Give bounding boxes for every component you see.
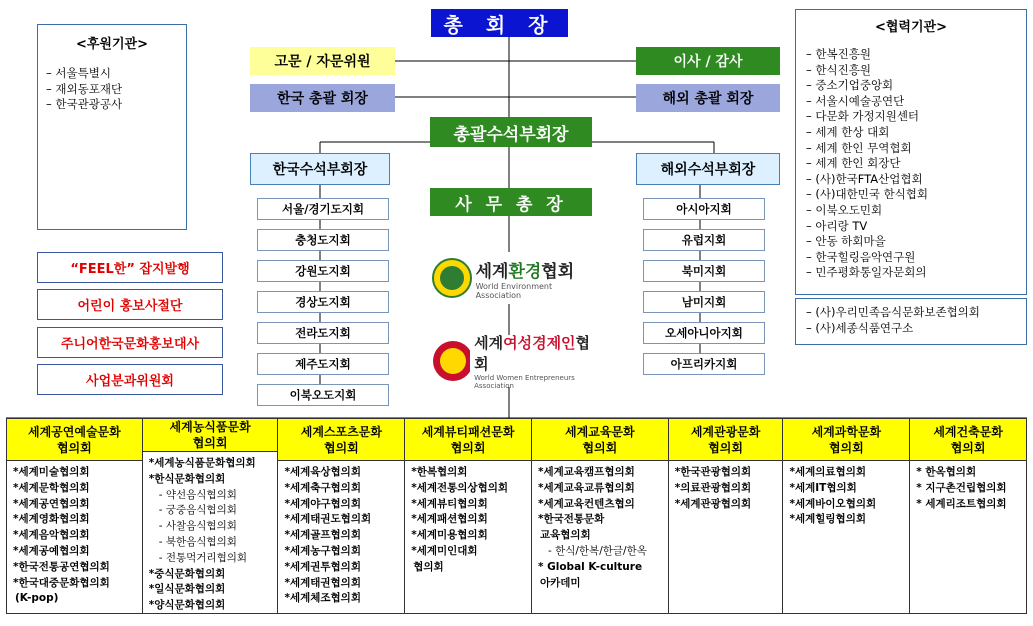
overseas-branch-box: [643, 353, 765, 375]
department-title: 협의회: [450, 440, 486, 455]
department-column: [532, 419, 669, 613]
partner-item: – (사)대한민국 한식협회: [806, 187, 1026, 203]
overseas-chair-label: 해외 총괄 회장: [662, 91, 754, 107]
sponsor-panel: [37, 24, 187, 230]
department-item: *세계농식품문화협의회: [148, 457, 256, 469]
department-item: - 전통먹거리협의회: [158, 551, 248, 564]
overseas-branch-box: [643, 291, 765, 313]
sponsor-item: – 한국관광공사: [46, 97, 186, 113]
department-item: *세계축구협의회: [284, 481, 361, 494]
logo2-word-b: 여성경제인: [503, 334, 576, 352]
partner-item: – 안동 하회마을: [806, 234, 1026, 250]
department-item: *세계농구협의회: [284, 544, 361, 557]
department-item: - 궁중음식협의회: [158, 504, 237, 517]
partner-extra-list: [806, 305, 1026, 336]
korea-branch-label: 경상도지회: [295, 295, 351, 309]
department-title: 협의회: [582, 440, 618, 455]
partner-item: – 다문화 가정지원센터: [806, 109, 1026, 125]
department-item: *세계미술협의회: [13, 466, 90, 478]
department-column: [910, 419, 1026, 613]
department-item: *한국전통공연협의회: [13, 560, 110, 573]
department-item: *세계뷰티협의회: [411, 497, 488, 510]
department-header: [7, 419, 143, 461]
department-item: *한식문화협의회: [148, 472, 226, 485]
partner-item: – 세계 한상 대회: [806, 125, 1026, 141]
department-title: 세계관광문화: [690, 424, 761, 439]
department-item: - 한식/한복/한글/한옥: [547, 544, 647, 557]
sponsor-list: [46, 66, 186, 113]
department-item: *세계IT협의회: [789, 481, 857, 494]
department-column: [783, 419, 910, 613]
korea-branch-label: 제주도지회: [295, 357, 351, 371]
department-list: [405, 461, 532, 613]
department-title: 협의회: [708, 440, 743, 455]
partner-item: – 서울시예술공연단: [806, 94, 1026, 110]
department-item: *세계미인대회: [411, 544, 478, 557]
partner-item: – (사)한국FTA산업협회: [806, 172, 1026, 188]
sponsor-title: <후원기관>: [75, 37, 149, 52]
president-label: 총 회 장: [443, 12, 556, 37]
sponsor-item: – 서울특별시: [46, 66, 186, 82]
partner-extra-item: – (사)세종식품연구소: [806, 321, 1026, 337]
partner-extra-item: – (사)우리민족음식문화보존협의회: [806, 305, 1026, 321]
feel-magazine-box: [37, 252, 223, 283]
kids-envoy-label: 어린이 홍보사절단: [77, 299, 183, 314]
korea-branch-label: 충청도지회: [295, 233, 351, 247]
department-column: [278, 419, 405, 613]
director-label: 이사 / 감사: [673, 54, 743, 70]
korea-branch-box: [257, 322, 389, 344]
partner-item: – 세계 한인 무역협회: [806, 141, 1026, 157]
president-box: [431, 9, 568, 37]
department-item: *한복협의회: [411, 466, 468, 478]
logo1-word-c: 협회: [541, 261, 575, 282]
world-women-logo: [431, 334, 601, 390]
department-column: [143, 419, 279, 613]
department-header: [532, 419, 669, 461]
director-box: [636, 47, 780, 75]
department-title: 세계공연예술문화: [27, 424, 121, 439]
partner-title: <협력기관>: [874, 20, 948, 35]
overseas-branch-label: 아프리카지회: [670, 357, 738, 371]
overseas-branch-box: [643, 229, 765, 251]
department-item: *세계공연협의회: [13, 497, 90, 510]
department-title: 협의회: [323, 440, 359, 455]
department-title: 세계건축문화: [933, 424, 1003, 439]
department-item: *세계힐링협의회: [789, 513, 866, 526]
department-item: *한국대중문화협의회: [13, 576, 110, 589]
partner-item: – 아리랑 TV: [806, 219, 1026, 235]
kids-envoy-box: [37, 289, 223, 320]
women-emblem-icon: [431, 339, 470, 383]
department-item: (K-pop): [15, 592, 59, 605]
partner-list: [806, 47, 1026, 281]
korea-branch-label: 이북오도지회: [289, 388, 357, 402]
overseas-branch-box: [643, 198, 765, 220]
department-title: 세계과학문화: [811, 424, 882, 439]
overseas-branch-label: 남미지회: [681, 295, 727, 309]
department-item: * 한옥협의회: [916, 466, 977, 478]
department-item: *세계육상협의회: [284, 466, 361, 478]
department-header: [278, 419, 405, 461]
department-list: [783, 461, 910, 613]
junior-ambassador-box: [37, 327, 223, 358]
department-title: 세계스포츠문화: [300, 424, 382, 439]
department-header: [405, 419, 532, 461]
department-item: * Global K-culture: [537, 560, 643, 573]
department-item: *양식문화협의회: [148, 599, 226, 612]
korea-branch-box: [257, 260, 389, 282]
korea-chair-box: [250, 84, 395, 112]
overseas-branch-label: 유럽지회: [681, 233, 727, 247]
korea-branch-label: 강원도지회: [295, 264, 351, 278]
korea-chair-label: 한국 총괄 회장: [277, 91, 368, 107]
department-item: *한국관광협의회: [674, 466, 752, 478]
department-item: *세계의료협의회: [789, 466, 866, 478]
partner-item: – 한국힐링음악연구원: [806, 250, 1026, 266]
department-item: *세계전통의상협의회: [411, 481, 508, 494]
department-title: 협의회: [950, 440, 986, 455]
korea-branch-box: [257, 229, 389, 251]
department-column: [405, 419, 532, 613]
department-item: *세계패션협의회: [411, 513, 488, 526]
department-item: *세계체조협의회: [284, 592, 361, 605]
department-item: 아카데미: [539, 576, 581, 589]
department-list: [669, 461, 784, 613]
department-title: 협의회: [828, 440, 864, 455]
overseas-vice-box: [636, 153, 780, 185]
department-item: *중식문화협의회: [148, 567, 226, 580]
department-list: [7, 461, 143, 613]
department-item: *세계야구협의회: [284, 497, 361, 510]
department-item: *세계태권협의회: [284, 576, 361, 589]
logo1-word-b: 환경: [508, 261, 542, 282]
department-item: *세계교육캠프협의회: [537, 466, 635, 478]
overseas-branch-box: [643, 322, 765, 344]
environment-emblem-icon: [431, 257, 472, 299]
overseas-branch-label: 북미지회: [681, 264, 727, 278]
department-item: *의료관광협의회: [674, 481, 752, 494]
department-title: 세계교육문화: [565, 424, 635, 439]
korea-branch-box: [257, 353, 389, 375]
department-item: * 세계리조트협의회: [916, 497, 1007, 510]
department-item: *세계태권도협의회: [284, 513, 372, 526]
logo2-word-a: 세계: [474, 334, 504, 352]
partner-item: – 민주평화통일자문회의: [806, 265, 1026, 281]
department-item: - 약선음식협의회: [158, 488, 237, 501]
partner-item: – 중소기업중앙회: [806, 78, 1026, 94]
partner-extra-panel: [795, 298, 1027, 345]
secretary-box: [430, 188, 592, 216]
overseas-branch-box: [643, 260, 765, 282]
korea-branch-box: [257, 291, 389, 313]
department-item: *세계교육컨텐츠협의: [537, 497, 635, 510]
department-header: [143, 419, 279, 452]
junior-ambassador-label: 주니어한국문화홍보대사: [60, 337, 200, 352]
partner-item: – 한식진흥원: [806, 63, 1026, 79]
department-list: [143, 452, 279, 614]
logo1-word-a: 세계: [475, 261, 509, 282]
department-item: *세계영화협의회: [13, 513, 90, 526]
business-committee-label: 사업분과위원회: [86, 374, 174, 389]
department-list: [278, 461, 405, 613]
department-list: [910, 461, 1026, 613]
overseas-chair-box: [636, 84, 780, 112]
department-item: *세계문학협의회: [13, 481, 90, 494]
chief-vice-box: [430, 117, 592, 147]
department-item: *세계관광협의회: [674, 497, 752, 510]
department-item: *세계바이오협의회: [789, 497, 877, 510]
logo1-subtitle: World Environment Association: [475, 281, 553, 300]
korea-branch-box: [257, 198, 389, 220]
department-table: [6, 418, 1027, 614]
department-title: 협의회: [192, 436, 228, 450]
department-header: [669, 419, 784, 461]
logo2-subtitle: World Women Entrepreneurs Association: [474, 374, 575, 390]
department-item: *세계음악협의회: [13, 529, 90, 542]
department-item: *세계미용협의회: [411, 529, 488, 542]
department-title: 세계뷰티패션문화: [421, 424, 515, 439]
department-item: *세계골프협의회: [284, 529, 361, 542]
department-header: [783, 419, 910, 461]
korea-branch-label: 전라도지회: [295, 326, 351, 340]
korea-vice-box: [250, 153, 390, 185]
advisor-label: 고문 / 자문위원: [274, 54, 371, 70]
department-list: [532, 461, 669, 613]
korea-vice-label: 한국수석부회장: [272, 162, 368, 178]
business-committee-box: [37, 364, 223, 395]
partner-item: – 이북오도민회: [806, 203, 1026, 219]
partner-item: – 세계 한인 회장단: [806, 156, 1026, 172]
overseas-branch-label: 아시아지회: [676, 202, 732, 216]
department-item: *세계공예협의회: [13, 544, 90, 557]
department-item: - 사찰음식협의회: [158, 520, 237, 533]
department-item: - 북한음식협의회: [158, 535, 237, 548]
department-item: *한국전통문화: [537, 513, 605, 526]
korea-branch-box: [257, 384, 389, 406]
department-item: 협의회: [413, 560, 444, 573]
department-item: *세계권투협의회: [284, 560, 361, 573]
department-title: 세계농식품문화: [169, 420, 251, 434]
department-item: *일식문화협의회: [148, 583, 226, 596]
department-item: *세계교육교류협의회: [537, 481, 635, 494]
department-item: 교육협의회: [539, 529, 591, 542]
logo2-word-c: 협회: [474, 334, 591, 373]
department-column: [669, 419, 784, 613]
overseas-vice-label: 해외수석부회장: [660, 162, 756, 178]
overseas-branch-label: 오세아니아지회: [665, 326, 743, 340]
secretary-label: 사 무 총 장: [455, 194, 567, 215]
sponsor-item: – 재외동포재단: [46, 82, 186, 98]
department-header: [910, 419, 1026, 461]
chief-vice-label: 총괄수석부회장: [453, 124, 569, 145]
world-environment-logo: [431, 252, 596, 304]
partner-item: – 한복진흥원: [806, 47, 1026, 63]
department-column: [7, 419, 143, 613]
department-item: * 지구촌건립협의회: [916, 481, 1007, 494]
feel-magazine-label: “FEEL한” 잡지발행: [70, 262, 190, 277]
korea-branch-label: 서울/경기도지회: [282, 202, 364, 216]
department-title: 협의회: [56, 440, 92, 455]
partner-panel: [795, 9, 1027, 295]
advisor-box: [250, 47, 395, 75]
